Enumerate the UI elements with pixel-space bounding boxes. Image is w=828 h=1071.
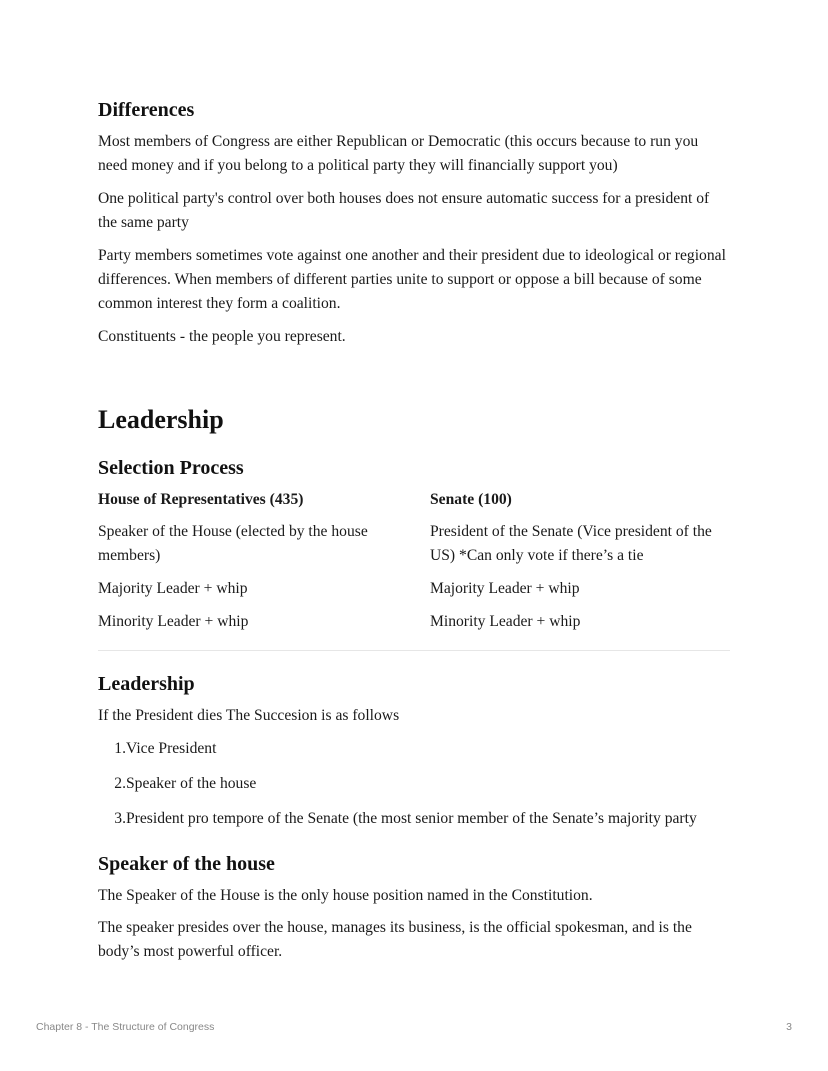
leadership-heading: Leadership bbox=[98, 405, 224, 434]
differences-paragraph: Constituents - the people you represent. bbox=[98, 328, 346, 345]
table-cell: Minority Leader + whip bbox=[430, 613, 581, 630]
list-item-number: 1. bbox=[114, 740, 126, 757]
table-cell: President of the Senate (Vice president of the US) *Can only vote if there’s a tie bbox=[430, 523, 712, 564]
table-cell: Majority Leader + whip bbox=[98, 580, 248, 597]
differences-paragraph: Most members of Congress are either Republican or Democratic (this occurs because to run you need money and if you belong to a political party they will financially support you) bbox=[98, 133, 699, 174]
differences-paragraph: Party members sometimes vote against one another and their president due to ideological or regional differences. When members of different parties unite to support or oppose a bill because of some common interest they form a coalition. bbox=[98, 247, 726, 312]
list-item-number: 2. bbox=[114, 775, 126, 792]
list-item-number: 3. bbox=[114, 810, 126, 827]
speaker-paragraph: The Speaker of the House is the only house position named in the Constitution. bbox=[98, 887, 593, 904]
list-item bbox=[98, 737, 738, 772]
speaker-paragraph: The speaker presides over the house, manages its business, is the official spokesman, and is the body’s most powerful officer. bbox=[98, 919, 692, 960]
table-cell: Minority Leader + whip bbox=[98, 613, 249, 630]
list-item-text: Vice President bbox=[126, 740, 217, 757]
table-cell: Majority Leader + whip bbox=[430, 580, 580, 597]
list-item bbox=[98, 772, 738, 807]
list-item-text: President pro tempore of the Senate (the most senior member of the Senate’s majority party bbox=[126, 810, 697, 827]
succession-list bbox=[98, 737, 738, 842]
succession-intro: If the President dies The Succesion is as follows bbox=[98, 707, 400, 724]
footer-page-number: 3 bbox=[786, 1021, 792, 1033]
selection-process-heading: Selection Process bbox=[98, 457, 244, 479]
succession-heading: Leadership bbox=[98, 673, 195, 695]
selection-table bbox=[98, 488, 730, 640]
table-header-row bbox=[98, 488, 730, 520]
list-item bbox=[98, 807, 738, 842]
differences-paragraph: One political party's control over both houses does not ensure automatic success for a president of the same party bbox=[98, 190, 710, 231]
table-cell: Speaker of the House (elected by the house members) bbox=[98, 523, 368, 564]
table-header-senate: Senate (100) bbox=[430, 491, 512, 508]
table-header-house: House of Representatives (435) bbox=[98, 491, 304, 508]
table-row bbox=[98, 520, 730, 577]
table-row bbox=[98, 610, 730, 640]
section-divider bbox=[98, 650, 730, 651]
differences-heading: Differences bbox=[98, 99, 195, 121]
speaker-heading: Speaker of the house bbox=[98, 853, 275, 875]
table-row bbox=[98, 577, 730, 610]
list-item-text: Speaker of the house bbox=[126, 775, 257, 792]
footer-chapter-title: Chapter 8 - The Structure of Congress bbox=[36, 1021, 215, 1033]
